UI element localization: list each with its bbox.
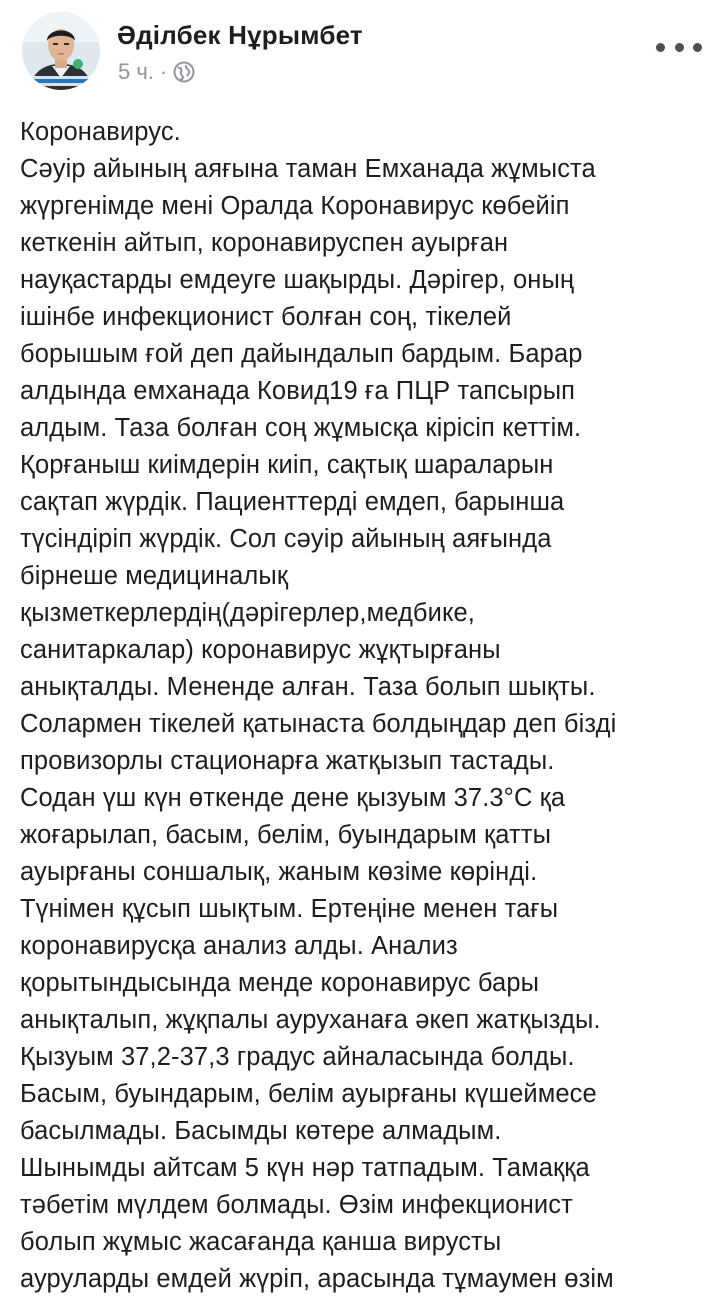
post-text-line: ішінбе инфекционист болған соң, тікелей bbox=[20, 303, 512, 331]
post-text-line: Содан үш күн өткенде дене қызуым 37.3°С қа bbox=[20, 784, 566, 812]
post-text-line: қорытындысында менде коронавирус бары bbox=[20, 969, 540, 997]
post-text-line: Қызуым 37,2-37,3 градус айналасында болды. bbox=[20, 1043, 575, 1071]
post-text-line: ауырғаны соншалық, жаным көзіме көрінді. bbox=[20, 858, 538, 886]
post-text-line: ауруларды емдей жүріп, арасында тұмаумен өзім bbox=[20, 1265, 614, 1293]
post-text-line: Солармен тікелей қатынаста болдыңдар деп бізді bbox=[20, 710, 617, 738]
post-text-line: Түнімен құсып шықтым. Ертеңіне менен тағы bbox=[20, 895, 559, 923]
post-text-line: Басым, буындарым, белім ауырғаны күшеймесе bbox=[20, 1080, 597, 1108]
post-text-line: қызметкерлердің(дәрігерлер,медбике, bbox=[20, 599, 475, 627]
post-text-line: алдында емханада Ковид19 ға ПЦР тапсырып bbox=[20, 377, 576, 405]
post-text-line: басылмады. Басымды көтере алмадым. bbox=[20, 1117, 502, 1145]
more-horizontal-icon bbox=[656, 43, 665, 52]
post-text-line: кеткенін айтып, коронавируспен ауырған bbox=[20, 229, 509, 257]
post-text-line: тәбетім мүлдем болмады. Өзім инфекционист bbox=[20, 1191, 573, 1219]
more-options-button[interactable] bbox=[656, 34, 702, 60]
avatar[interactable] bbox=[22, 12, 100, 90]
more-horizontal-icon bbox=[675, 43, 684, 52]
post-text-line: жүргенімде мені Оралда Коронавирус көбейіп bbox=[20, 192, 570, 220]
post-text-line: коронавирусқа анализ алды. Анализ bbox=[20, 932, 458, 960]
post-text-line: анықталып, жұқпалы ауруханаға әкеп жатқызды. bbox=[20, 1006, 601, 1034]
globe-icon bbox=[173, 61, 195, 83]
post-text-line: анықталды. Мененде алған. Таза болып шықты. bbox=[20, 673, 596, 701]
post-text-line: провизорлы стационарға жатқызып тастады. bbox=[20, 747, 555, 775]
post-text-line: науқастарды емдеуге шақырды. Дәрігер, оның bbox=[20, 266, 575, 294]
post-text-line: жоғарылап, басым, белім, буындарым қатты bbox=[20, 821, 552, 849]
post-meta bbox=[118, 58, 195, 86]
post-header bbox=[0, 0, 725, 100]
author-name[interactable]: Әділбек Нұрымбет bbox=[117, 20, 363, 50]
post-text-line: болып жұмыс жасағанда қанша вирусты bbox=[20, 1228, 502, 1256]
post-text bbox=[20, 114, 710, 1298]
post-text-line: Қорғаныш киімдерін киіп, сақтық шараларын bbox=[20, 451, 554, 479]
post-text-line: Шынымды айтсам 5 күн нәр татпадым. Тамаққа bbox=[20, 1154, 590, 1182]
avatar-photo bbox=[22, 12, 100, 90]
post-time[interactable]: 5 ч. bbox=[118, 59, 154, 84]
post-text-line: түсіндіріп жүрдік. Сол сәуір айының аяғында bbox=[20, 525, 552, 553]
post-text-line: борышым ғой деп дайындалып бардым. Барар bbox=[20, 340, 583, 368]
post-text-line: алдым. Таза болған соң жұмысқа кірісіп кеттім. bbox=[20, 414, 582, 442]
meta-separator: · bbox=[159, 59, 168, 84]
post-text-line: сақтап жүрдік. Пациенттерді емдеп, барынша bbox=[20, 488, 565, 516]
more-horizontal-icon bbox=[693, 43, 702, 52]
post-text-line: бірнеше медициналық bbox=[20, 562, 289, 590]
post-text-line: Сәуір айының аяғына таман Емханада жұмыста bbox=[20, 155, 596, 183]
post-text-line: санитаркалар) коронавирус жұқтырғаны bbox=[20, 636, 501, 664]
post-text-line: Коронавирус. bbox=[20, 118, 181, 146]
